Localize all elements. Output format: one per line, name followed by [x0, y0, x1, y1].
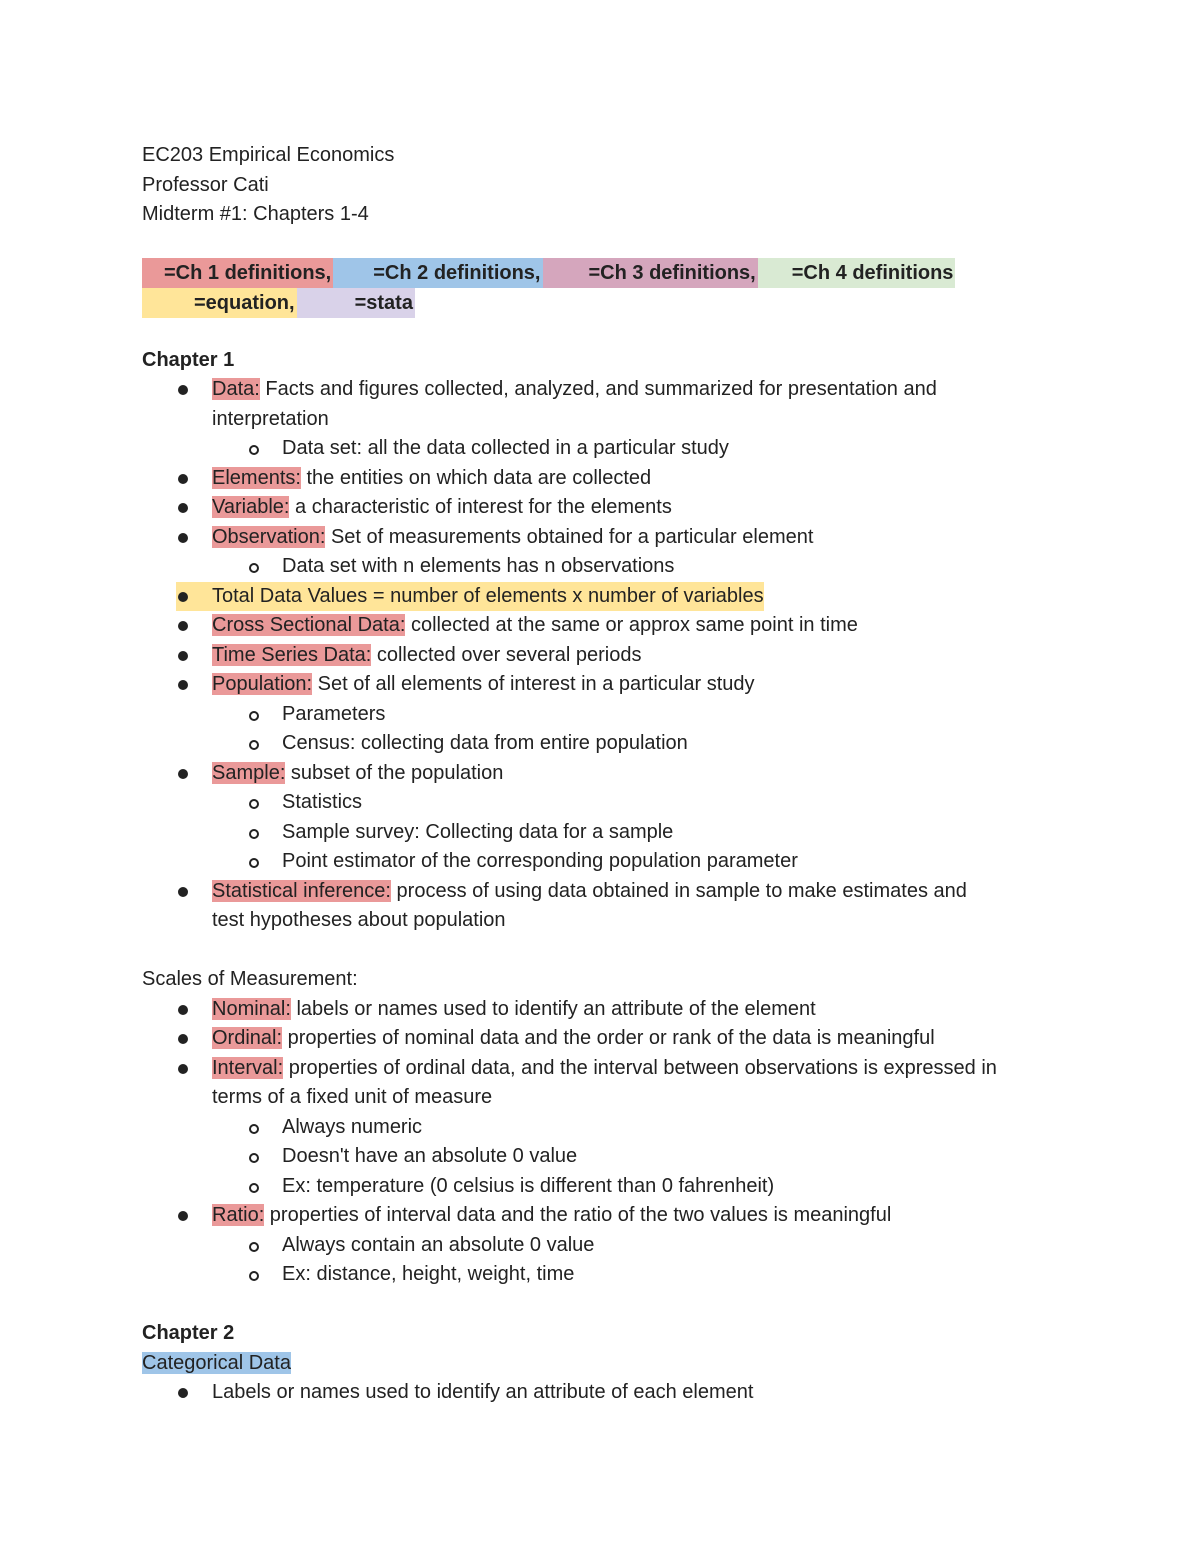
term-observation: Observation: — [212, 525, 326, 548]
sub-item-sample-survey — [142, 818, 1082, 848]
bullet-icon — [178, 887, 188, 897]
bullet-icon — [178, 680, 188, 690]
legend-ch3: =Ch 3 definitions, — [543, 258, 758, 288]
sub-item-text: Sample survey: Collecting data for a sample — [282, 820, 674, 843]
list-item-sample — [142, 759, 1082, 789]
term-variable: Variable: — [212, 496, 290, 518]
definition-data: Facts and figures collected, analyzed, and summarized for presentation and — [259, 378, 937, 400]
term-ordinal: Ordinal: — [212, 1027, 283, 1049]
sub-item-text: Census: collecting data from entire population — [282, 732, 688, 754]
chapter2-heading: Chapter 2 — [142, 1322, 235, 1344]
spacer — [142, 318, 1082, 346]
sub-item-statistics — [142, 788, 1082, 818]
term-population: Population: — [212, 673, 313, 695]
definition-time-series: collected over several periods — [371, 643, 642, 666]
term-cross-sectional: Cross Sectional Data: — [212, 614, 406, 636]
sub-item-census — [142, 729, 1082, 759]
list-item-variable — [142, 493, 1082, 523]
list-item-categorical — [142, 1378, 1082, 1408]
hollow-bullet-icon — [249, 563, 259, 573]
term-data: Data: — [212, 378, 260, 400]
list-item-total-values — [142, 582, 1082, 612]
hollow-bullet-icon — [249, 1124, 259, 1134]
sub-item-parameters — [142, 700, 1082, 730]
bullet-icon — [178, 621, 188, 631]
sub-item-text: Ex: temperature (0 celsius is different than 0 fahrenheit) — [282, 1174, 775, 1197]
list-item-nominal — [142, 995, 1082, 1025]
list-item-population — [142, 670, 1082, 700]
sub-item-point-estimator — [142, 847, 1082, 877]
definition-observation: Set of measurements obtained for a particular element — [325, 525, 814, 548]
chapter1-heading: Chapter 1 — [142, 348, 235, 371]
term-ratio: Ratio: — [212, 1204, 265, 1226]
legend-ch4: =Ch 4 definitions — [758, 258, 956, 288]
hollow-bullet-icon — [249, 799, 259, 809]
definition-elements: the entities on which data are collected — [300, 466, 652, 489]
color-legend — [142, 258, 1082, 318]
equation-highlight — [176, 582, 764, 612]
bullet-icon — [178, 385, 188, 395]
bullet-icon — [178, 651, 188, 661]
sub-item-temperature — [142, 1172, 1082, 1202]
bullet-icon — [178, 592, 188, 602]
list-item-cross-sectional — [142, 611, 1082, 641]
list-item-text: Labels or names used to identify an attribute of each element — [212, 1381, 754, 1403]
bullet-icon — [178, 1388, 188, 1398]
sub-item-text: Data set with n elements has n observations — [282, 555, 675, 577]
hollow-bullet-icon — [249, 1153, 259, 1163]
term-sample: Sample: — [212, 761, 286, 784]
definition-data-cont: interpretation — [212, 407, 329, 430]
bullet-icon — [178, 1064, 188, 1074]
definition-cross-sectional: collected at the same or approx same point in time — [405, 614, 858, 636]
legend-ch1: =Ch 1 definitions, — [142, 258, 333, 288]
definition-inference-cont: test hypotheses about population — [212, 909, 506, 931]
sub-item-text: Statistics — [282, 791, 363, 813]
term-interval: Interval: — [212, 1056, 284, 1079]
bullet-icon — [178, 533, 188, 543]
bullet-icon — [178, 1211, 188, 1221]
legend-equation: =equation, — [142, 288, 297, 318]
sub-item-text: Always numeric — [282, 1115, 423, 1138]
hollow-bullet-icon — [249, 740, 259, 750]
scales-list — [142, 995, 1082, 1290]
definition-nominal: labels or names used to identify an attribute of the element — [290, 997, 816, 1020]
sub-item-no-absolute-zero — [142, 1142, 1082, 1172]
hollow-bullet-icon — [249, 1242, 259, 1252]
definition-interval: properties of ordinal data, and the interval between observations is expressed in — [283, 1056, 997, 1079]
term-elements: Elements: — [212, 466, 301, 489]
sub-item-always-numeric — [142, 1113, 1082, 1143]
definition-population: Set of all elements of interest in a particular study — [312, 673, 755, 695]
term-nominal: Nominal: — [212, 997, 291, 1020]
course-title: EC203 Empirical Economics — [142, 144, 395, 166]
term-time-series: Time Series Data: — [212, 643, 372, 666]
bullet-icon — [178, 1034, 188, 1044]
list-item-ratio — [142, 1201, 1082, 1231]
sub-item-observations — [142, 552, 1082, 582]
spacer — [142, 1290, 1082, 1320]
spacer — [142, 936, 1082, 966]
term-categorical-data: Categorical Data — [142, 1351, 291, 1374]
hollow-bullet-icon — [249, 1183, 259, 1193]
sub-item-data-set — [142, 434, 1082, 464]
definition-ratio: properties of interval data and the ratio of the two values is meaningful — [264, 1204, 892, 1226]
legend-stata: =stata — [297, 288, 415, 318]
bullet-icon — [178, 769, 188, 779]
list-item-interval — [142, 1054, 1082, 1113]
sub-item-absolute-zero — [142, 1231, 1082, 1261]
hollow-bullet-icon — [249, 858, 259, 868]
spacer — [142, 230, 1082, 258]
definition-interval-cont: terms of a fixed unit of measure — [212, 1086, 493, 1108]
hollow-bullet-icon — [249, 711, 259, 721]
sub-item-ratio-examples — [142, 1260, 1082, 1290]
legend-ch2: =Ch 2 definitions, — [333, 258, 542, 288]
document-page — [142, 141, 1082, 1408]
bullet-icon — [178, 503, 188, 513]
bullet-icon — [178, 1005, 188, 1015]
hollow-bullet-icon — [249, 829, 259, 839]
hollow-bullet-icon — [249, 1271, 259, 1281]
term-inference: Statistical inference: — [212, 879, 391, 902]
definition-ordinal: properties of nominal data and the order or rank of the data is meaningful — [282, 1027, 935, 1049]
sub-item-text: Parameters — [282, 702, 386, 725]
chapter2-list — [142, 1378, 1082, 1408]
list-item-observation — [142, 523, 1082, 553]
sub-item-text: Doesn't have an absolute 0 value — [282, 1145, 578, 1167]
list-item-inference — [142, 877, 1082, 936]
definition-inference: process of using data obtained in sample to make estimates and — [390, 879, 967, 902]
list-item-time-series — [142, 641, 1082, 671]
definition-sample: subset of the population — [285, 761, 504, 784]
hollow-bullet-icon — [249, 445, 259, 455]
professor-name: Professor Cati — [142, 173, 269, 196]
sub-item-text: Point estimator of the corresponding population parameter — [282, 850, 798, 872]
list-item-ordinal — [142, 1024, 1082, 1054]
sub-item-text: Always contain an absolute 0 value — [282, 1233, 595, 1256]
sub-item-text: Ex: distance, height, weight, time — [282, 1263, 575, 1285]
equation-total-values: Total Data Values = number of elements x number of variables — [212, 584, 764, 607]
definition-variable: a characteristic of interest for the elements — [289, 496, 672, 518]
exam-title: Midterm #1: Chapters 1-4 — [142, 203, 369, 225]
sub-item-text: Data set: all the data collected in a particular study — [282, 437, 729, 459]
bullet-icon — [178, 474, 188, 484]
chapter1-list — [142, 375, 1082, 936]
list-item-data — [142, 375, 1082, 434]
list-item-elements — [142, 464, 1082, 494]
scales-heading: Scales of Measurement: — [142, 968, 358, 990]
